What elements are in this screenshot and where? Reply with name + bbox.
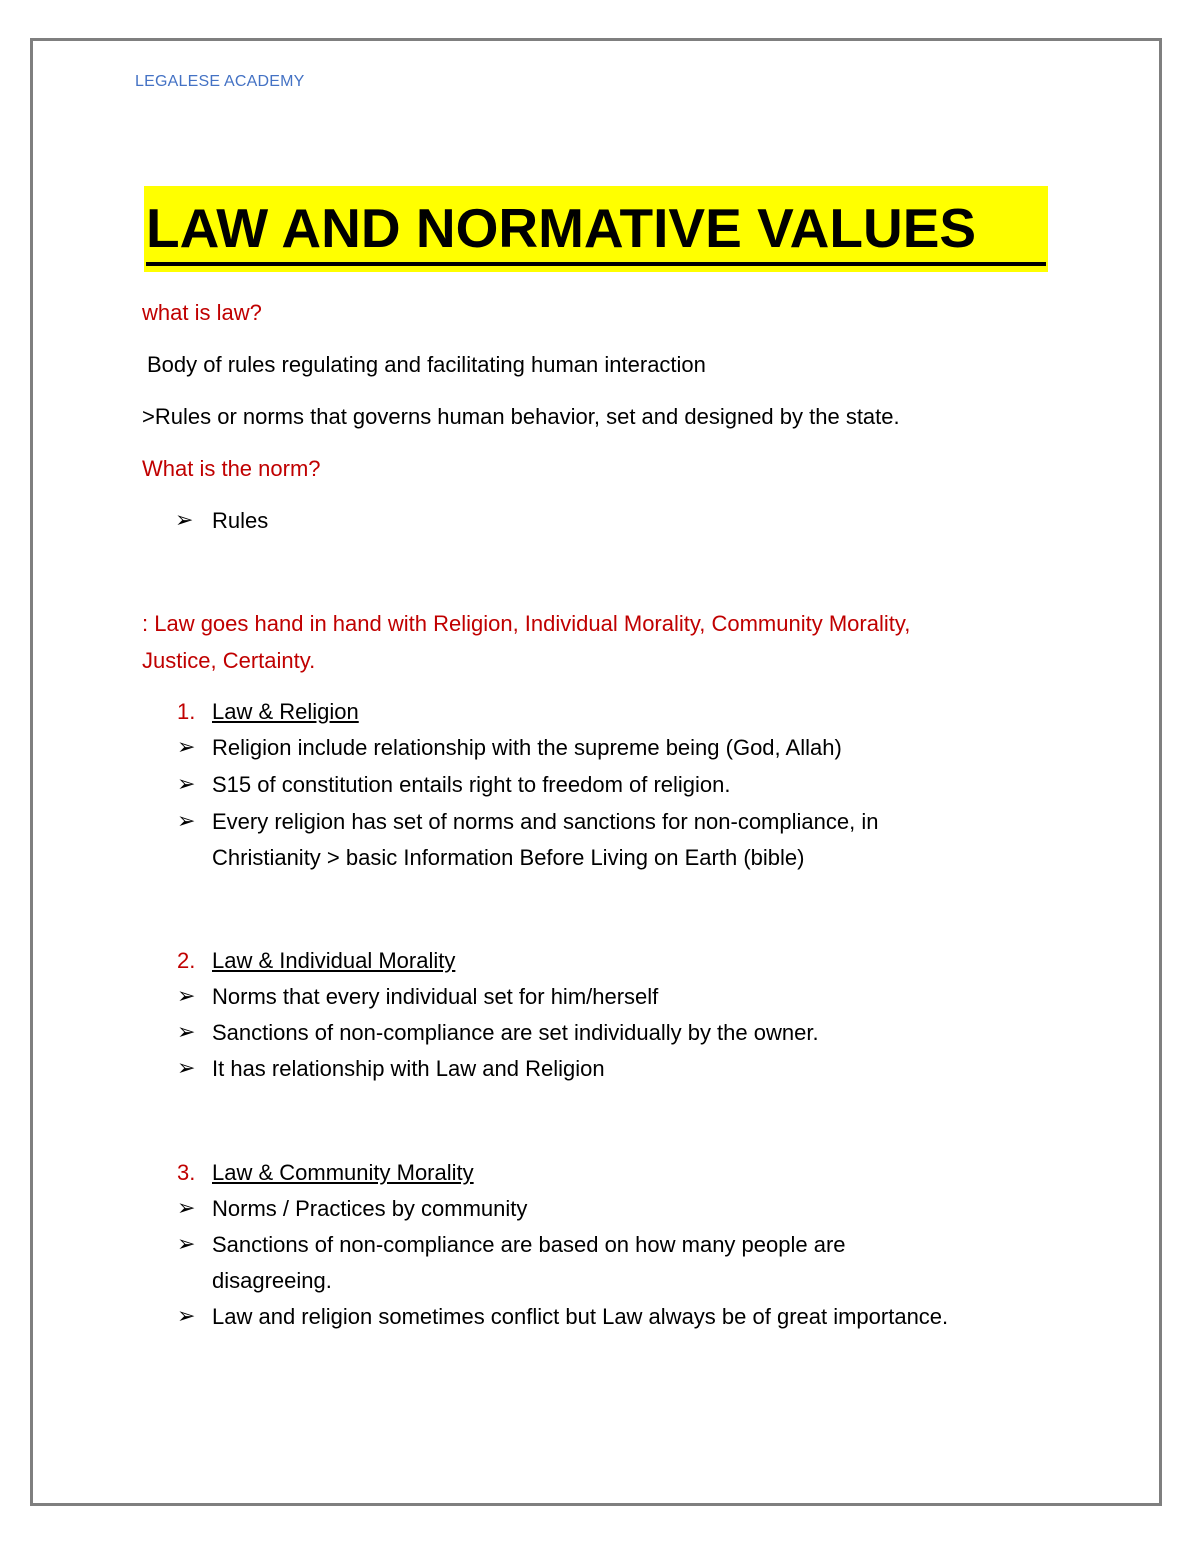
definition-paragraph: Body of rules regulating and facilitating human interaction [147, 352, 706, 377]
section-number: 1. [177, 699, 196, 724]
definition-paragraph-2: >Rules or norms that governs human behavior, set and designed by the state. [142, 404, 900, 429]
intro-line: : Law goes hand in hand with Religion, Individual Morality, Community Morality, [142, 611, 911, 636]
bullet-text-continuation: disagreeing. [212, 1268, 332, 1293]
section-heading: Law & Community Morality [212, 1160, 474, 1185]
question-what-is-law: what is law? [142, 300, 262, 325]
arrow-bullet-icon: ➢ [177, 808, 196, 833]
bullet-text: Every religion has set of norms and sanctions for non-compliance, in [212, 809, 879, 834]
bullet-text: Religion include relationship with the supreme being (God, Allah) [212, 735, 842, 760]
document-header: LEGALESE ACADEMY [135, 73, 305, 90]
bullet-text-continuation: Christianity > basic Information Before Living on Earth (bible) [212, 845, 805, 870]
question-what-is-norm: What is the norm? [142, 456, 321, 481]
arrow-bullet-icon: ➢ [177, 1055, 196, 1080]
arrow-bullet-icon: ➢ [177, 771, 196, 796]
arrow-bullet-icon: ➢ [175, 507, 194, 532]
section-number: 3. [177, 1160, 196, 1185]
arrow-bullet-icon: ➢ [177, 734, 196, 759]
intro-line: Justice, Certainty. [142, 648, 316, 673]
document-title: LAW AND NORMATIVE VALUES [146, 197, 977, 259]
title-underline [146, 262, 1046, 266]
section-heading: Law & Religion [212, 699, 359, 724]
arrow-bullet-icon: ➢ [177, 1195, 196, 1220]
bullet-text: Law and religion sometimes conflict but Law always be of great importance. [212, 1304, 949, 1329]
section-number: 2. [177, 948, 196, 973]
arrow-bullet-icon: ➢ [177, 1231, 196, 1256]
bullet-text: Sanctions of non-compliance are based on how many people are [212, 1232, 846, 1257]
arrow-bullet-icon: ➢ [177, 983, 196, 1008]
bullet-text: Norms that every individual set for him/herself [212, 984, 659, 1009]
bullet-text: Sanctions of non-compliance are set individually by the owner. [212, 1020, 819, 1045]
section-heading: Law & Individual Morality [212, 948, 456, 973]
arrow-bullet-icon: ➢ [177, 1303, 196, 1328]
bullet-text: It has relationship with Law and Religion [212, 1056, 605, 1081]
arrow-bullet-icon: ➢ [177, 1019, 196, 1044]
bullet-text: Rules [212, 508, 269, 533]
bullet-text: Norms / Practices by community [212, 1196, 528, 1221]
bullet-text: S15 of constitution entails right to freedom of religion. [212, 772, 731, 797]
